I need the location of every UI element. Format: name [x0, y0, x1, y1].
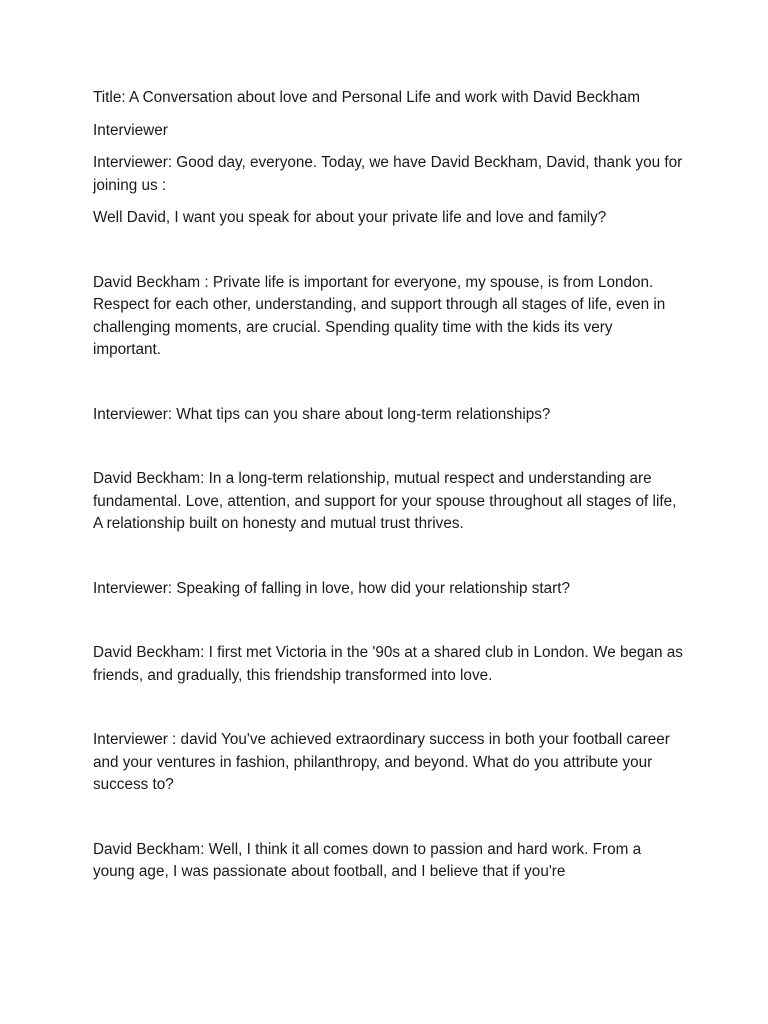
- paragraph-answer-falling-in-love: David Beckham: I first met Victoria in the '90s at a shared club in London. We began as friends, and gradually, this friendship transformed into love.: [93, 644, 683, 684]
- paragraph-answer-private-life: David Beckham : Private life is important for everyone, my spouse, is from London. Respect for each other, understanding, and support through all stages of life, even in challenging moments, are crucial. Spending quality time with the kids its very important.: [93, 273, 666, 358]
- paragraph-answer-relationships: David Beckham: In a long-term relationship, mutual respect and understanding are fundamental. Love, attention, and support for your spouse throughout all stages of life, A relationship built on honesty and mutual trust thrives.: [93, 470, 677, 532]
- document-title: Title: A Conversation about love and Personal Life and work with David Beckham: [93, 89, 641, 106]
- paragraph-question-success: Interviewer : david You've achieved extraordinary success in both your football career and your ventures in fashion, philanthropy, and beyond. What do you attribute your success to?: [93, 731, 670, 793]
- paragraph-speaker-heading: Interviewer: [93, 121, 168, 139]
- document-body: [93, 87, 683, 884]
- paragraph-question-private-life: Well David, I want you speak for about your private life and love and family?: [93, 209, 607, 226]
- paragraph-question-falling-in-love: Interviewer: Speaking of falling in love, how did your relationship start?: [93, 579, 571, 597]
- paragraph-greeting: Interviewer: Good day, everyone. Today, we have David Beckham, David, thank you for joining us :: [93, 154, 683, 194]
- paragraph-answer-success: David Beckham: Well, I think it all comes down to passion and hard work. From a young age, I was passionate about football, and I believe that if you're: [93, 840, 642, 880]
- paragraph-question-relationships: Interviewer: What tips can you share about long-term relationships?: [93, 405, 551, 423]
